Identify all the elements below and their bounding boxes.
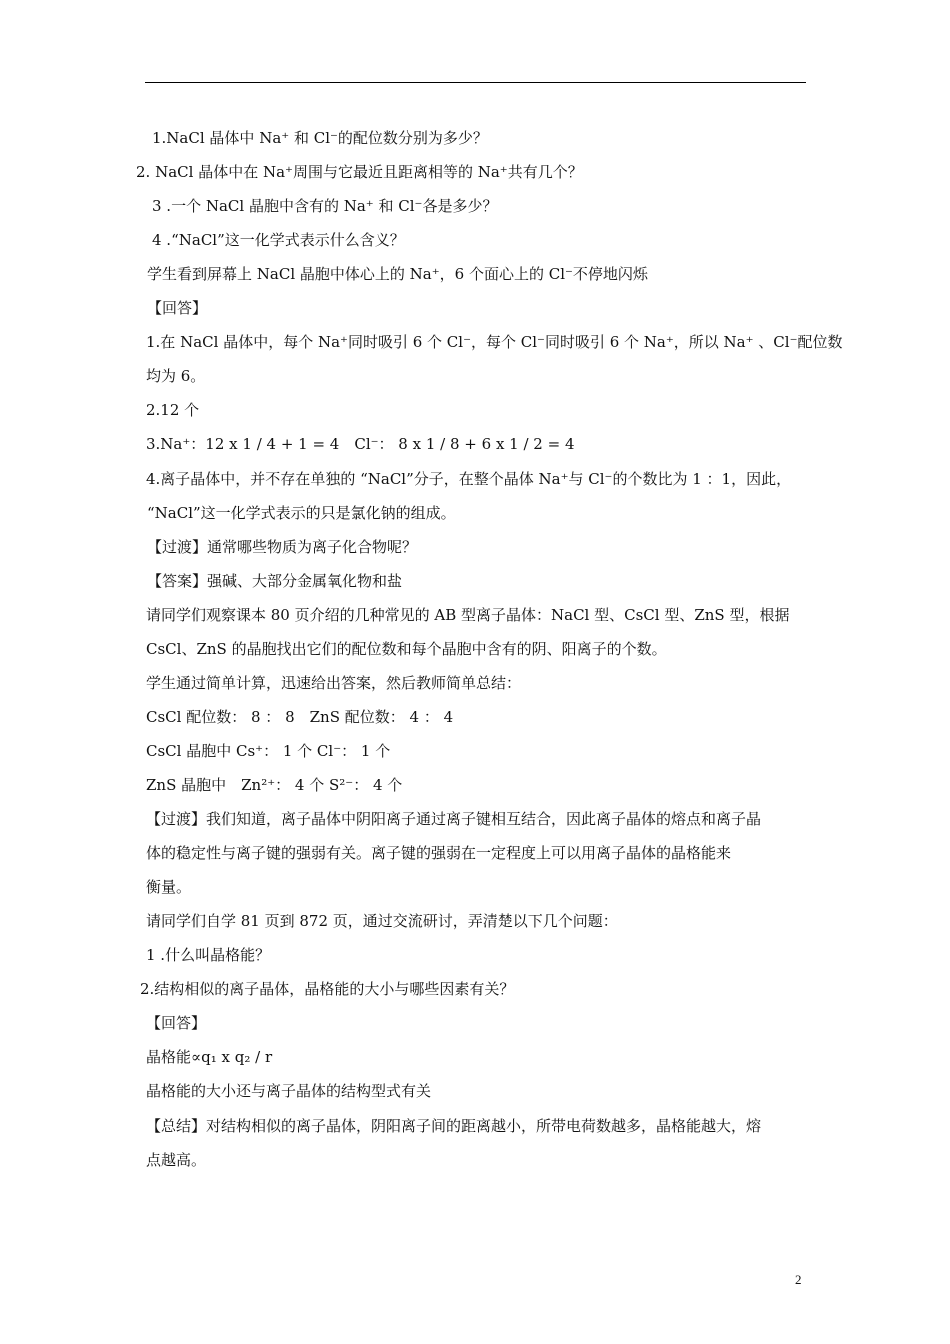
text-line: 2.结构相似的离子晶体，晶格能的大小与哪些因素有关？ — [140, 980, 515, 998]
text-line: 2. NaCl 晶体中在 Na⁺周围与它最近且距离相等的 Na⁺共有几个？ — [136, 163, 583, 181]
text-line: 【回答】 — [147, 299, 208, 317]
text-line: 1.NaCl 晶体中 Na⁺ 和 Cl⁻的配位数分别为多少？ — [152, 129, 488, 147]
text-line: 晶格能∝q₁ x q₂ / r — [146, 1048, 273, 1066]
text-line: CsCl、ZnS 的晶胞找出它们的配位数和每个晶胞中含有的阴、阳离子的个数。 — [146, 640, 667, 658]
text-line: 衡量。 — [146, 878, 192, 896]
text-line: 点越高。 — [146, 1151, 207, 1169]
text-line: 请同学们观察课本 80 页介绍的几种常见的 AB 型离子晶体：NaCl 型、CsCl 型、ZnS 型，根据 — [146, 606, 790, 624]
text-line: 【过渡】通常哪些物质为离子化合物呢？ — [147, 538, 418, 556]
page-number: 2 — [795, 1272, 802, 1287]
text-line: 2.12 个 — [146, 401, 200, 419]
text-line: 学生看到屏幕上 NaCl 晶胞中体心上的 Na⁺，6 个面心上的 Cl⁻不停地闪烁 — [147, 265, 648, 283]
text-line: CsCl 配位数： 8 ： 8 ZnS 配位数： 4 ： 4 — [146, 708, 454, 726]
text-line: 4 .“NaCl”这一化学式表示什么含义？ — [152, 231, 405, 249]
text-line: ZnS 晶胞中 Zn²⁺： 4 个 S²⁻： 4 个 — [146, 776, 403, 794]
text-line: 【过渡】我们知道，离子晶体中阴阳离子通过离子键相互结合，因此离子晶体的熔点和离子晶 — [146, 810, 762, 828]
text-line: CsCl 晶胞中 Cs⁺： 1 个 Cl⁻： 1 个 — [146, 742, 391, 760]
text-line: 学生通过简单计算，迅速给出答案，然后教师简单总结： — [146, 674, 522, 692]
text-line: 请同学们自学 81 页到 872 页，通过交流研讨，弄清楚以下几个问题： — [146, 912, 618, 930]
header-rule — [145, 82, 806, 83]
text-line: “NaCl”这一化学式表示的只是氯化钠的组成。 — [147, 504, 456, 522]
text-line: 3.Na⁺：12 x 1 / 4 + 1 = 4 Cl⁻： 8 x 1 / 8 + 6 x 1 / 2 = 4 — [146, 435, 575, 453]
text-line: 【总结】对结构相似的离子晶体，阴阳离子间的距离越小，所带电荷数越多，晶格能越大，熔 — [146, 1117, 762, 1135]
text-line: 均为 6。 — [146, 367, 206, 385]
text-line: 1.在 NaCl 晶体中，每个 Na⁺同时吸引 6 个 Cl⁻，每个 Cl⁻同时吸引 6 个 Na⁺，所以 Na⁺ 、Cl⁻配位数 — [146, 333, 843, 351]
text-line: 【回答】 — [146, 1014, 207, 1032]
text-line: 体的稳定性与离子键的强弱有关。离子键的强弱在一定程度上可以用离子晶体的晶格能来 — [146, 844, 732, 862]
text-line: 3 .一个 NaCl 晶胞中含有的 Na⁺ 和 Cl⁻各是多少？ — [152, 197, 498, 215]
text-line: 【答案】强碱、大部分金属氧化物和盐 — [147, 572, 403, 590]
text-line: 1 .什么叫晶格能？ — [146, 946, 271, 964]
text-line: 4.离子晶体中，并不存在单独的 “NaCl”分子，在整个晶体 Na⁺与 Cl⁻的个数比为 1 ：1，因此， — [146, 470, 792, 488]
text-line: 晶格能的大小还与离子晶体的结构型式有关 — [146, 1082, 432, 1100]
